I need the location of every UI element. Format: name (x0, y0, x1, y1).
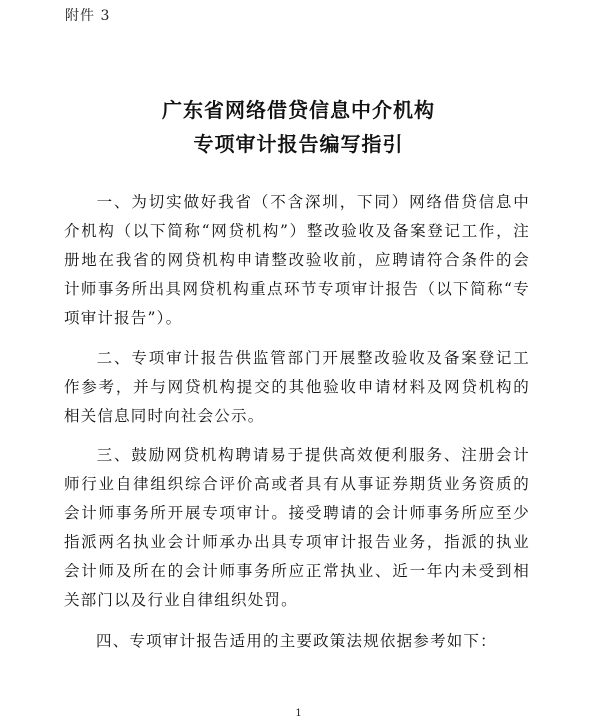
paragraph-2 (64, 344, 530, 431)
attachment-label: 附件 3 (65, 8, 111, 24)
paragraph-3 (64, 441, 530, 615)
document-title-line-1: 广东省网络借贷信息中介机构 (162, 98, 435, 122)
paragraph-4 (64, 627, 530, 656)
document-title-line-2: 专项审计报告编写指引 (193, 132, 404, 156)
paragraph-4-text: 四、专项审计报告适用的主要政策法规依据参考如下： (96, 632, 497, 650)
page-number: 1 (295, 708, 302, 719)
paragraph-1-text: 一、为切实做好我省（不含深圳，下同）网络借贷信息中介机构（以下简称“网贷机构”）整改验收及备案登记工作，注册地在我省的网贷机构申请整改验收前，应聘请符合条件的会计师事务所出具网贷机构重点环节专项审计报告（以下简称“专项审计报告”）。 (64, 193, 530, 327)
paragraph-2-text: 二、专项审计报告供监管部门开展整改验收及备案登记工作参考，并与网贷机构提交的其他验收申请材料及网贷机构的相关信息同时向社会公示。 (64, 349, 530, 425)
paragraph-3-text: 三、鼓励网贷机构聘请易于提供高效便利服务、注册会计师行业自律组织综合评价高或者具有从事证券期货业务资质的会计师事务所开展专项审计。接受聘请的会计师事务所应至少指派两名执业会计师承办出具专项审计报告业务，指派的执业会计师及所在的会计师事务所应正常执业、近一年内未受到相关部门以及行业自律组织处罚。 (64, 446, 530, 609)
paragraph-1 (64, 188, 530, 333)
